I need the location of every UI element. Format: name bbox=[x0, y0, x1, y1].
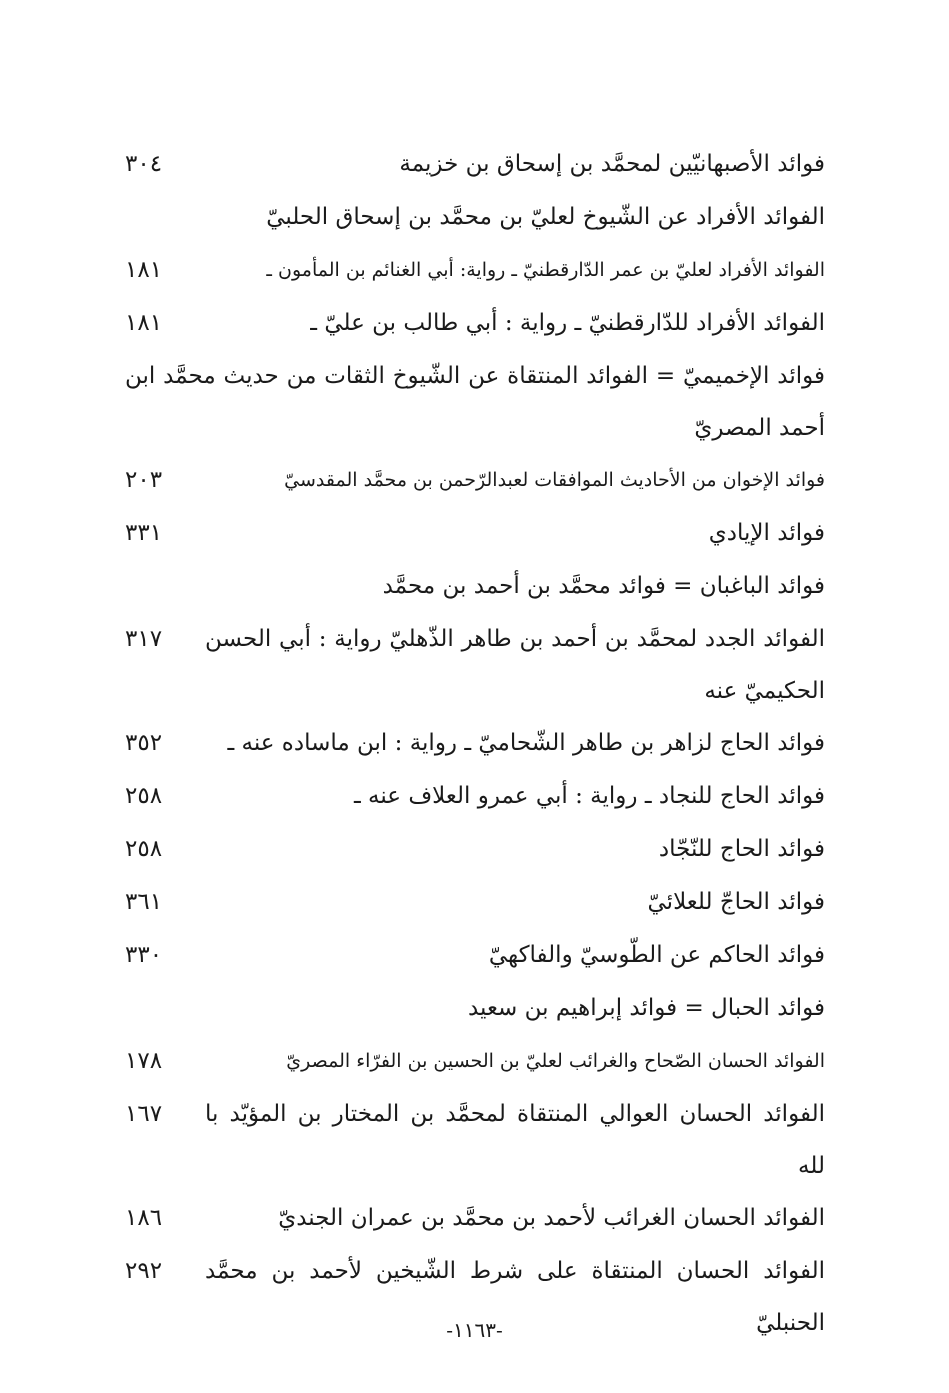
index-entry bbox=[125, 1035, 825, 1088]
index-entry bbox=[125, 454, 825, 507]
entry-title: فوائد الحاج لزاهر بن طاهر الشّحاميّ ـ رواية : ابن ماساده عنه ـ bbox=[227, 730, 825, 756]
entry-page-number: ٢٩٢ bbox=[125, 1258, 163, 1284]
entry-page-number: ١٨١ bbox=[125, 257, 163, 283]
entry-title: الفوائد الحسان العوالي المنتقاة لمحمَّد بن المختار بن المؤيّد با لله bbox=[205, 1101, 825, 1179]
index-entry bbox=[125, 297, 825, 350]
entry-page-number: ٢٠٣ bbox=[125, 467, 163, 493]
entry-page-number: ٣١٧ bbox=[125, 626, 163, 652]
entry-page-number: ١٧٨ bbox=[125, 1048, 163, 1074]
entry-title: الفوائد الجدد لمحمَّد بن أحمد بن طاهر الذّهليّ رواية : أبي الحسن الحكيميّ عنه bbox=[205, 626, 825, 704]
entry-title: فوائد الحاكم عن الطّوسيّ والفاكهيّ bbox=[488, 942, 825, 968]
entry-title: الفوائد الحسان الغرائب لأحمد بن محمَّد بن عمران الجنديّ bbox=[278, 1205, 825, 1231]
entry-page-number: ٣٥٢ bbox=[125, 730, 163, 756]
entry-title: فوائد الباغبان = فوائد محمَّد بن أحمد بن محمَّد bbox=[382, 573, 825, 599]
entry-title: الفوائد الأفراد عن الشّيوخ لعليّ بن محمَّد بن إسحاق الحلبيّ bbox=[266, 204, 825, 230]
index-entry bbox=[125, 929, 825, 982]
index-list bbox=[125, 138, 825, 1349]
index-entry bbox=[125, 823, 825, 876]
entry-title: الفوائد الأفراد للدّارقطنيّ ـ رواية : أبي طالب بن عليّ ـ bbox=[310, 310, 825, 336]
entry-page-number: ٣٦١ bbox=[125, 889, 163, 915]
index-entry bbox=[125, 1192, 825, 1245]
entry-title: الفوائد الحسان المنتقاة على شرط الشّيخين لأحمد بن محمَّد الحنبليّ bbox=[205, 1258, 825, 1336]
entry-title: فوائد الإيادي bbox=[708, 520, 825, 546]
entry-page-number: ١٨٦ bbox=[125, 1205, 163, 1231]
entry-title: فوائد الحاج للنّجّاد bbox=[658, 836, 825, 862]
entry-page-number: ٣٣١ bbox=[125, 520, 163, 546]
index-entry bbox=[125, 350, 825, 454]
entry-title: فوائد الحبال = فوائد إبراهيم بن سعيد bbox=[467, 995, 825, 1021]
index-entry bbox=[125, 717, 825, 770]
entry-title: فوائد الإخميميّ = الفوائد المنتقاة عن الشّيوخ الثقات من حديث محمَّد ابن أحمد المصريّ bbox=[125, 363, 825, 441]
entry-page-number: ١٨١ bbox=[125, 310, 163, 336]
entry-title: الفوائد الأفراد لعليّ بن عمر الدّارقطنيّ ـ رواية: أبي الغنائم بن المأمون ـ bbox=[266, 259, 825, 281]
entry-page-number: ٢٥٨ bbox=[125, 836, 163, 862]
index-entry bbox=[125, 876, 825, 929]
index-entry bbox=[125, 1088, 825, 1192]
entry-title: فوائد الأصبهانيّين لمحمَّد بن إسحاق بن خزيمة bbox=[399, 151, 825, 177]
entry-title: فوائد الإخوان من الأحاديث الموافقات لعبدالرّحمن بن محمَّد المقدسيّ bbox=[284, 469, 825, 491]
index-entry bbox=[125, 507, 825, 560]
index-entry bbox=[125, 244, 825, 297]
entry-page-number: ٣٠٤ bbox=[125, 151, 163, 177]
index-entry bbox=[125, 770, 825, 823]
page-folio: -١١٦٣- bbox=[446, 1318, 503, 1342]
entry-page-number: ٢٥٨ bbox=[125, 783, 163, 809]
index-entry bbox=[125, 138, 825, 191]
entry-title: الفوائد الحسان الصّحاح والغرائب لعليّ بن الحسين بن الفرّاء المصريّ bbox=[286, 1050, 825, 1072]
index-entry bbox=[125, 560, 825, 613]
entry-title: فوائد الحاجّ للعلائيّ bbox=[647, 889, 825, 915]
index-entry bbox=[125, 613, 825, 717]
index-entry bbox=[125, 191, 825, 244]
entry-page-number: ١٦٧ bbox=[125, 1101, 163, 1127]
index-entry bbox=[125, 982, 825, 1035]
entry-title: فوائد الحاج للنجاد ـ رواية : أبي عمرو العلاف عنه ـ bbox=[353, 783, 825, 809]
entry-page-number: ٣٣٠ bbox=[125, 942, 163, 968]
